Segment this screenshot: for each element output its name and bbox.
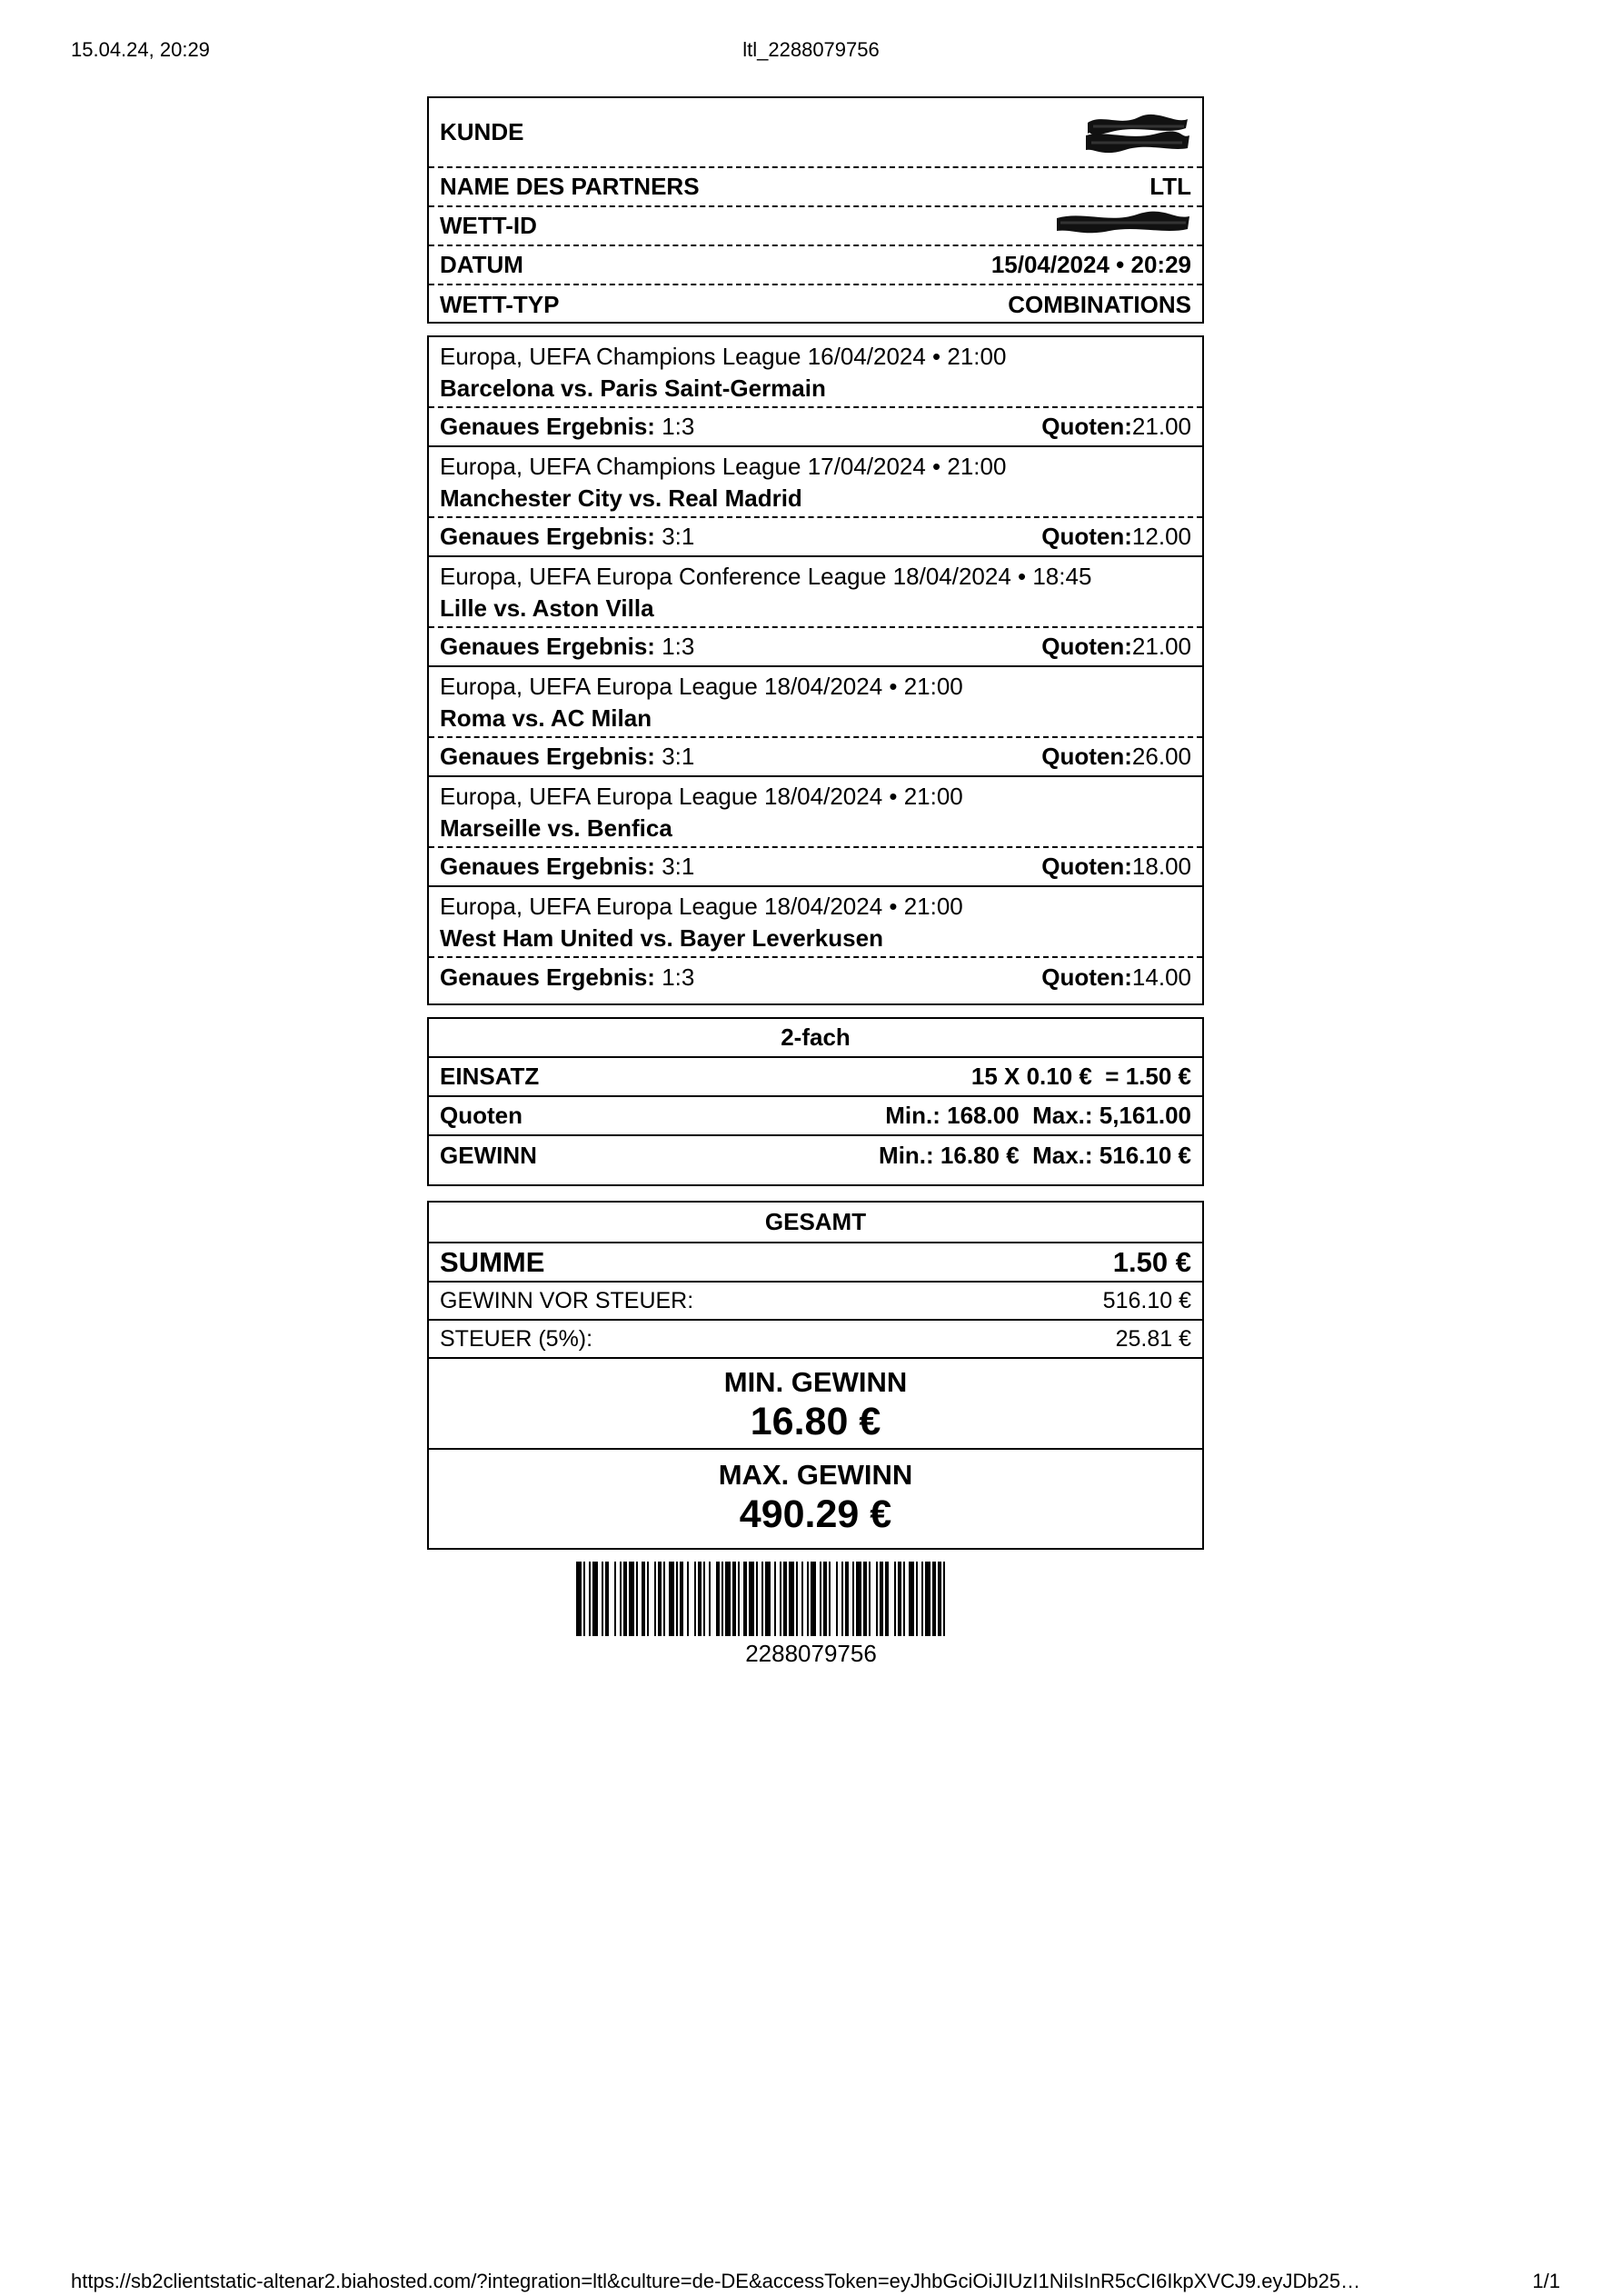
odds-label: Quoten: — [1041, 963, 1132, 991]
barcode-bar — [921, 1562, 923, 1636]
partner-label: NAME DES PARTNERS — [440, 173, 700, 200]
barcode-bar — [894, 1562, 896, 1636]
barcode-bar — [694, 1562, 696, 1636]
event-match: West Ham United vs. Bayer Leverkusen — [440, 924, 883, 952]
tip-label: Genaues Ergebnis: — [440, 413, 655, 440]
tip-label: Genaues Ergebnis: — [440, 633, 655, 660]
print-page-number: 1/1 — [1532, 2270, 1560, 2292]
barcode-bar — [620, 1562, 622, 1636]
bet-item — [429, 887, 1202, 997]
max-gewinn-block — [429, 1450, 1202, 1541]
tip-row — [429, 958, 1202, 997]
event-info — [429, 887, 1202, 958]
barcode-number: 2288079756 — [745, 1640, 877, 1667]
odds-value: 12.00 — [1131, 523, 1191, 550]
barcode-bar — [703, 1562, 705, 1636]
barcode-bar — [680, 1562, 683, 1636]
max-gewinn-value: 490.29 € — [739, 1492, 892, 1536]
barcode-bar — [789, 1562, 794, 1636]
total-title: GESAMT — [429, 1203, 1202, 1243]
tip-row — [429, 848, 1202, 887]
summe-row — [429, 1243, 1202, 1283]
gewinn-value: Min.: 16.80 € Max.: 516.10 € — [879, 1142, 1191, 1169]
bet-item — [429, 447, 1202, 557]
barcode-bar — [903, 1562, 905, 1636]
tip-row — [429, 738, 1202, 777]
event-league: Europa, UEFA Europa Conference League 18/04/2024 • 18:45 — [440, 563, 1092, 590]
barcode-bar — [811, 1562, 816, 1636]
odds-label: Quoten: — [1041, 633, 1132, 660]
kunde-row — [429, 98, 1202, 168]
total-box — [427, 1201, 1204, 1550]
barcode-bar — [916, 1562, 918, 1636]
tip-row — [429, 408, 1202, 447]
barcode-bar — [898, 1562, 901, 1636]
event-match: Barcelona vs. Paris Saint-Germain — [440, 374, 826, 402]
bet-item — [429, 337, 1202, 447]
partner-row — [429, 168, 1202, 207]
gewinn-row — [429, 1136, 1202, 1175]
barcode-bar — [880, 1562, 883, 1636]
gewinn-label: GEWINN — [440, 1142, 537, 1169]
barcode-bar — [605, 1562, 609, 1636]
barcode-bar — [614, 1562, 616, 1636]
min-gewinn-value: 16.80 € — [750, 1400, 881, 1443]
event-match: Lille vs. Aston Villa — [440, 594, 654, 622]
odds-value: 21.00 — [1131, 413, 1191, 440]
barcode-bar — [732, 1562, 736, 1636]
barcode-bar — [796, 1562, 798, 1636]
print-url: https://sb2clientstatic-altenar2.biahosted.com/?integration=ltl&culture=de-DE&accessToken=eyJhbGciOiJIUzI1NiIsInR5cCI6IkpXVCJ9.eyJDb25… — [71, 2270, 1361, 2292]
barcode-bar — [602, 1562, 603, 1636]
datum-value: 15/04/2024 • 20:29 — [990, 251, 1191, 278]
barcode-bar — [774, 1562, 776, 1636]
system-title: 2-fach — [429, 1019, 1202, 1058]
barcode-bar — [716, 1562, 720, 1636]
barcode-bar — [823, 1562, 827, 1636]
kunde-label: KUNDE — [440, 118, 524, 145]
barcode-bar — [623, 1562, 627, 1636]
barcode-bar — [807, 1562, 809, 1636]
wett-id-row — [429, 207, 1202, 246]
barcode-bar — [589, 1562, 591, 1636]
event-info — [429, 777, 1202, 848]
event-league: Europa, UEFA Champions League 16/04/2024 • 21:00 — [440, 343, 1007, 370]
barcode-bar — [925, 1562, 930, 1636]
barcode-bar — [592, 1562, 598, 1636]
barcode-bar — [932, 1562, 936, 1636]
barcode-bar — [647, 1562, 649, 1636]
odds-label: Quoten: — [1041, 523, 1132, 550]
steuer-row — [429, 1321, 1202, 1359]
barcode-bar — [669, 1562, 674, 1636]
tip-value: 3:1 — [662, 743, 695, 770]
barcode-bar — [738, 1562, 740, 1636]
barcode-bar — [829, 1562, 831, 1636]
bet-item — [429, 777, 1202, 887]
barcode-bar — [856, 1562, 861, 1636]
wett-id-label: WETT-ID — [440, 212, 537, 239]
barcode-bar — [885, 1562, 889, 1636]
einsatz-row — [429, 1058, 1202, 1097]
barcode-bar — [654, 1562, 656, 1636]
tip-value: 1:3 — [662, 963, 695, 991]
barcode-bar — [663, 1562, 665, 1636]
print-datetime: 15.04.24, 20:29 — [71, 38, 210, 61]
barcode-bar — [943, 1562, 945, 1636]
event-match: Roma vs. AC Milan — [440, 704, 652, 732]
bet-info-box — [427, 96, 1204, 324]
barcode-bar — [836, 1562, 838, 1636]
barcode-bar — [801, 1562, 803, 1636]
barcode-bar — [629, 1562, 634, 1636]
datum-row — [429, 246, 1202, 285]
einsatz-value: 15 X 0.10 € = 1.50 € — [970, 1063, 1191, 1090]
barcode-bar — [756, 1562, 758, 1636]
wett-typ-label: WETT-TYP — [440, 291, 560, 318]
event-league: Europa, UEFA Europa League 18/04/2024 • 21:00 — [440, 673, 963, 700]
tip-value: 1:3 — [662, 633, 695, 660]
event-league: Europa, UEFA Europa League 18/04/2024 • 21:00 — [440, 893, 963, 920]
quoten-row — [429, 1097, 1202, 1136]
event-league: Europa, UEFA Champions League 17/04/2024 • 21:00 — [440, 453, 1007, 480]
event-league: Europa, UEFA Europa League 18/04/2024 • 21:00 — [440, 783, 963, 810]
gewinn-vor-steuer-value: 516.10 € — [1102, 1287, 1191, 1313]
barcode-bar — [642, 1562, 645, 1636]
barcode-bar — [780, 1562, 781, 1636]
odds-value: 18.00 — [1131, 853, 1191, 880]
gewinn-vor-steuer-label: GEWINN VOR STEUER: — [440, 1287, 694, 1313]
redacted-customer-id — [1084, 112, 1191, 154]
summe-label: SUMME — [440, 1245, 545, 1278]
odds-label: Quoten: — [1041, 743, 1132, 770]
barcode-bar — [636, 1562, 638, 1636]
partner-value: LTL — [1149, 173, 1191, 200]
barcode-bar — [583, 1562, 585, 1636]
barcode-bar — [845, 1562, 849, 1636]
event-match: Marseille vs. Benfica — [440, 814, 672, 842]
tip-label: Genaues Ergebnis: — [440, 963, 655, 991]
odds-value: 14.00 — [1131, 963, 1191, 991]
barcode-bar — [869, 1562, 871, 1636]
barcode-bar — [909, 1562, 914, 1636]
min-gewinn-block — [429, 1359, 1202, 1450]
tip-label: Genaues Ergebnis: — [440, 523, 655, 550]
min-gewinn-label: MIN. GEWINN — [723, 1366, 908, 1398]
barcode-bar — [765, 1562, 771, 1636]
tip-value: 1:3 — [662, 413, 695, 440]
barcode-bar — [938, 1562, 941, 1636]
barcode-bar — [820, 1562, 821, 1636]
tip-row — [429, 518, 1202, 557]
barcode-bar — [841, 1562, 843, 1636]
barcode-bar — [676, 1562, 678, 1636]
barcode-bar — [749, 1562, 754, 1636]
barcode-bar — [783, 1562, 787, 1636]
redacted-wett-id — [1055, 209, 1191, 243]
event-info — [429, 337, 1202, 408]
odds-value: 21.00 — [1131, 633, 1191, 660]
tip-value: 3:1 — [662, 523, 695, 550]
wett-typ-row — [429, 285, 1202, 324]
tip-label: Genaues Ergebnis: — [440, 743, 655, 770]
barcode — [576, 1562, 1049, 1636]
tip-row — [429, 628, 1202, 667]
barcode-bar — [687, 1562, 689, 1636]
summe-value: 1.50 € — [1112, 1245, 1191, 1278]
odds-label: Quoten: — [1041, 853, 1132, 880]
barcode-bar — [658, 1562, 662, 1636]
barcode-bar — [852, 1562, 854, 1636]
bet-item — [429, 557, 1202, 667]
event-info — [429, 557, 1202, 628]
barcode-bar — [761, 1562, 763, 1636]
odds-label: Quoten: — [1041, 413, 1132, 440]
odds-value: 26.00 — [1131, 743, 1191, 770]
wett-typ-value: COMBINATIONS — [1008, 291, 1191, 318]
quoten-value: Min.: 168.00 Max.: 5,161.00 — [885, 1102, 1191, 1129]
event-info — [429, 447, 1202, 518]
barcode-bar — [876, 1562, 878, 1636]
event-info — [429, 667, 1202, 738]
datum-label: DATUM — [440, 251, 523, 278]
barcode-bar — [721, 1562, 723, 1636]
max-gewinn-label: MAX. GEWINN — [718, 1459, 913, 1491]
system-stake-box — [427, 1017, 1204, 1186]
barcode-bar — [863, 1562, 867, 1636]
gewinn-vor-steuer-row — [429, 1283, 1202, 1321]
barcode-bar — [709, 1562, 711, 1636]
event-match: Manchester City vs. Real Madrid — [440, 484, 802, 512]
barcode-bar — [576, 1562, 582, 1636]
quoten-label: Quoten — [440, 1102, 522, 1129]
bet-selections-box — [427, 335, 1204, 1005]
bet-item — [429, 667, 1202, 777]
einsatz-label: EINSATZ — [440, 1063, 540, 1090]
print-title: ltl_2288079756 — [742, 38, 880, 61]
barcode-bar — [698, 1562, 702, 1636]
steuer-value: 25.81 € — [1115, 1325, 1191, 1352]
tip-label: Genaues Ergebnis: — [440, 853, 655, 880]
tip-value: 3:1 — [662, 853, 695, 880]
barcode-bar — [743, 1562, 747, 1636]
barcode-bar — [725, 1562, 731, 1636]
steuer-label: STEUER (5%): — [440, 1325, 593, 1352]
